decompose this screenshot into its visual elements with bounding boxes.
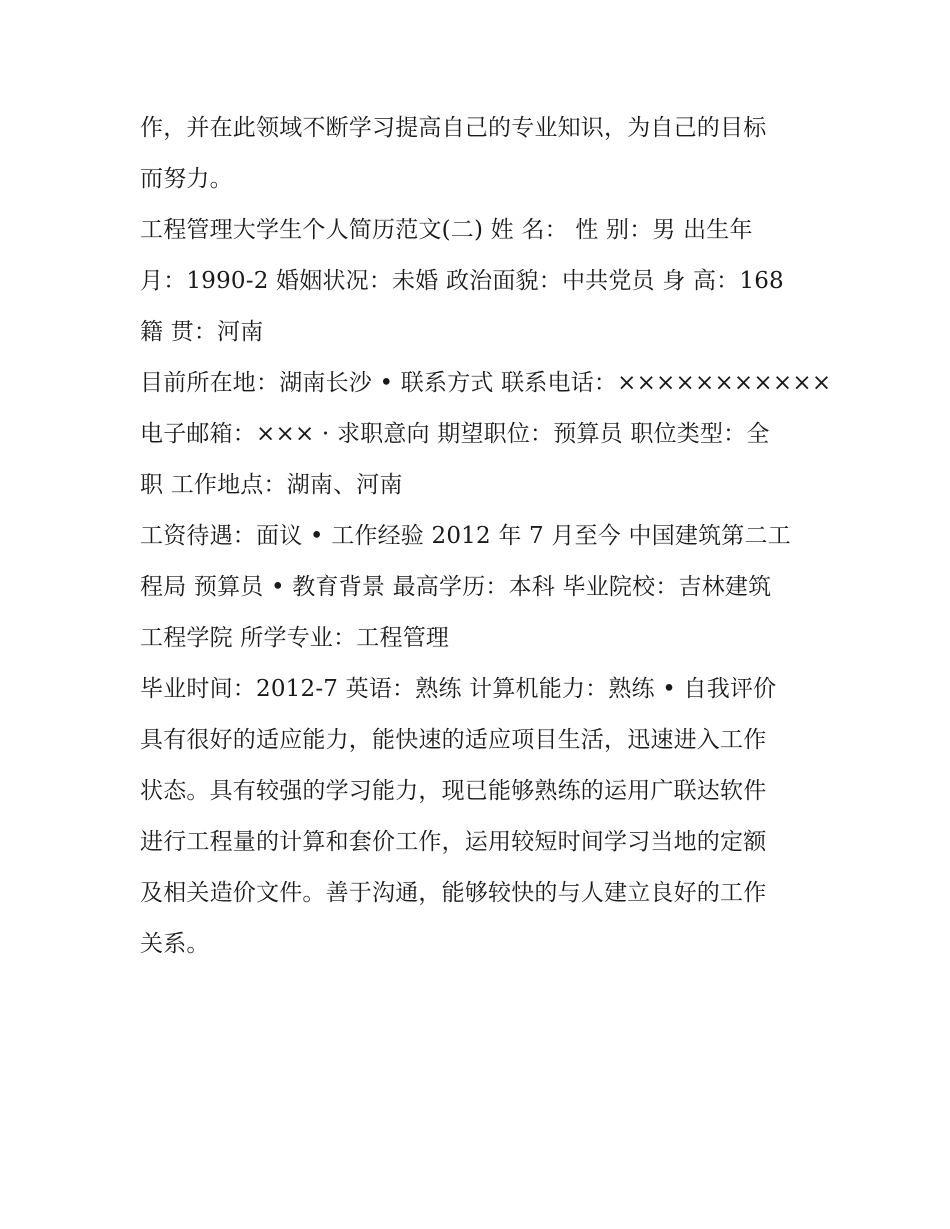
text-line-16: 及相关造价文件。善于沟通，能够较快的与人建立良好的工作 bbox=[140, 880, 767, 906]
text-line-5: 籍 贯：河南 bbox=[140, 319, 264, 345]
text-line-7: 电子邮箱：××× · 求职意向 期望职位：预算员 职位类型：全 bbox=[140, 421, 770, 447]
text-line-8: 职 工作地点：湖南、河南 bbox=[140, 472, 403, 498]
text-line-3: 工程管理大学生个人简历范文(二) 姓 名： 性 别：男 出生年 bbox=[140, 217, 753, 243]
document-body bbox=[140, 103, 832, 970]
text-line-13: 具有很好的适应能力，能快速的适应项目生活，迅速进入工作 bbox=[140, 727, 767, 753]
text-line-1: 作，并在此领域不断学习提高自己的专业知识，为自己的目标 bbox=[140, 115, 767, 141]
text-line-15: 进行工程量的计算和套价工作，运用较短时间学习当地的定额 bbox=[140, 829, 767, 855]
text-line-17: 关系。 bbox=[140, 931, 210, 957]
text-line-4: 月：1990-2 婚姻状况：未婚 政治面貌：中共党员 身 高：168 bbox=[140, 268, 784, 294]
text-line-9: 工资待遇：面议 • 工作经验 2012 年 7 月至今 中国建筑第二工 bbox=[140, 523, 791, 549]
text-line-12: 毕业时间：2012-7 英语：熟练 计算机能力：熟练 • 自我评价 bbox=[140, 676, 777, 702]
text-line-6: 目前所在地：湖南长沙 • 联系方式 联系电话：××××××××××× bbox=[140, 370, 832, 396]
text-line-2: 而努力。 bbox=[140, 166, 233, 192]
text-line-11: 工程学院 所学专业：工程管理 bbox=[140, 625, 450, 651]
text-line-10: 程局 预算员 • 教育背景 最高学历：本科 毕业院校：吉林建筑 bbox=[140, 574, 772, 600]
text-line-14: 状态。具有较强的学习能力，现已能够熟练的运用广联达软件 bbox=[140, 778, 767, 804]
